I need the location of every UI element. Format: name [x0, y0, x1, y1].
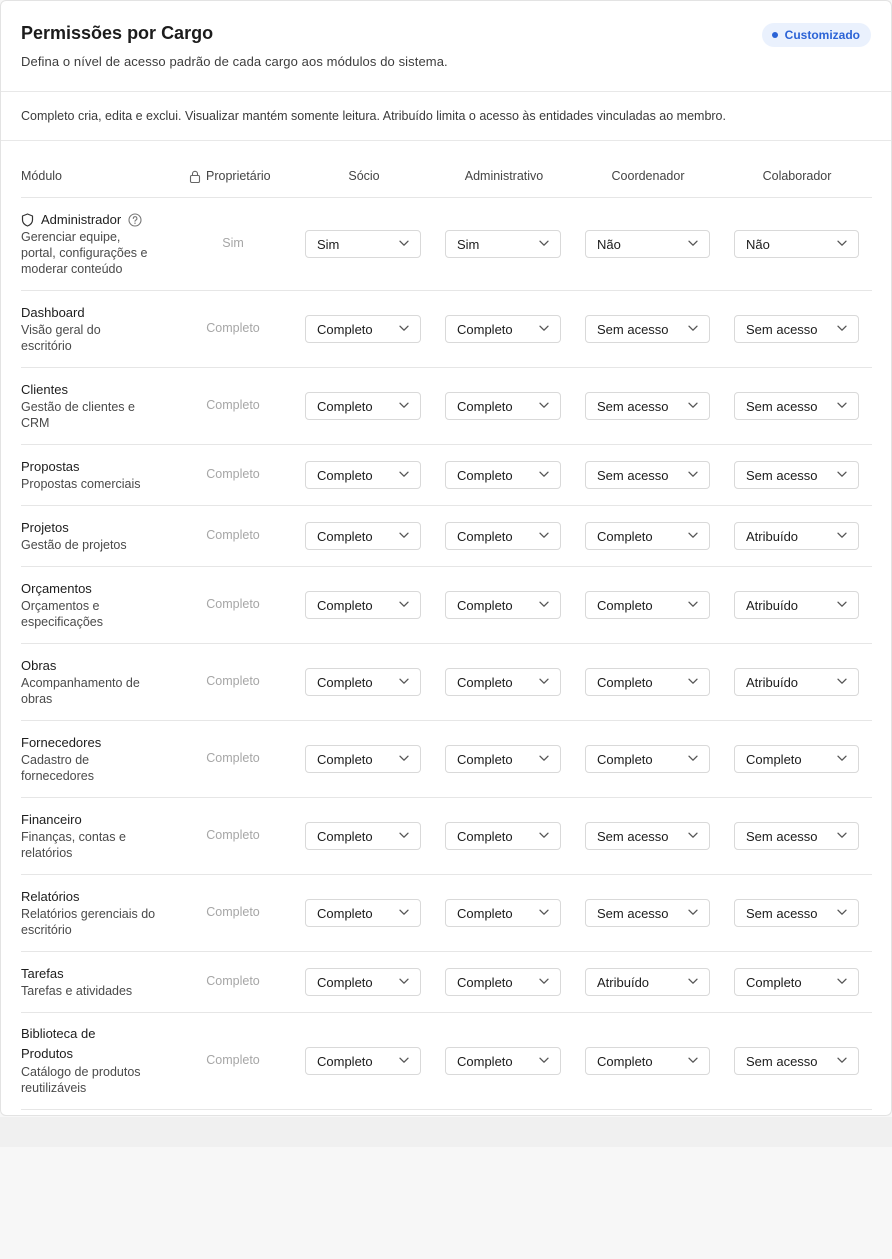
chevron-down-icon — [688, 402, 698, 409]
chevron-down-icon — [399, 1057, 409, 1064]
module-description: Orçamentos e especificações — [21, 599, 103, 629]
chevron-down-icon — [688, 532, 698, 539]
select-value: Completo — [457, 398, 513, 414]
module-name: Biblioteca de Produtos — [21, 1026, 96, 1061]
select-value: Completo — [457, 528, 513, 544]
select-value: Completo — [317, 398, 373, 414]
chevron-down-icon — [837, 978, 847, 985]
select-value: Completo — [457, 597, 513, 613]
partner-permission-select[interactable] — [305, 1047, 421, 1075]
select-value: Sem acesso — [746, 321, 818, 337]
owner-permission-value: Completo — [206, 398, 260, 412]
owner-permission-value: Completo — [206, 528, 260, 542]
chevron-down-icon — [837, 832, 847, 839]
owner-permission-value: Completo — [206, 751, 260, 765]
table-row — [21, 798, 872, 875]
chevron-down-icon — [539, 755, 549, 762]
status-dot-icon — [772, 32, 778, 38]
column-header-coordinator: Coordenador — [611, 169, 685, 183]
select-value: Sem acesso — [597, 321, 669, 337]
chevron-down-icon — [688, 601, 698, 608]
select-value: Completo — [457, 467, 513, 483]
footer-band — [0, 1117, 892, 1147]
coordinator-permission-select[interactable] — [585, 522, 710, 550]
column-header-module: Módulo — [21, 169, 62, 183]
chevron-down-icon — [399, 978, 409, 985]
admin-permission-select[interactable] — [445, 899, 561, 927]
select-value: Completo — [597, 597, 653, 613]
chevron-down-icon — [539, 532, 549, 539]
partner-permission-select[interactable] — [305, 968, 421, 996]
chevron-down-icon — [837, 402, 847, 409]
chevron-down-icon — [539, 678, 549, 685]
select-value: Completo — [317, 597, 373, 613]
partner-permission-select[interactable] — [305, 315, 421, 343]
chevron-down-icon — [837, 755, 847, 762]
partner-permission-select[interactable] — [305, 668, 421, 696]
admin-permission-select[interactable] — [445, 591, 561, 619]
select-value: Atribuído — [597, 974, 650, 990]
select-value: Sem acesso — [597, 467, 669, 483]
select-value: Sim — [457, 236, 480, 252]
module-name: Administrador — [41, 212, 122, 227]
chevron-down-icon — [399, 755, 409, 762]
coordinator-permission-select[interactable] — [585, 230, 710, 258]
module-description: Relatórios gerenciais do escritório — [21, 907, 156, 937]
partner-permission-select[interactable] — [305, 461, 421, 489]
select-value: Atribuído — [746, 528, 799, 544]
partner-permission-select[interactable] — [305, 591, 421, 619]
owner-permission-value: Completo — [206, 905, 260, 919]
coordinator-permission-select[interactable] — [585, 591, 710, 619]
column-header-admin: Administrativo — [464, 169, 544, 183]
table-row — [21, 198, 872, 291]
info-text: Completo cria, edita e exclui. Visualizar mantém somente leitura. Atribuído limita o acesso às entidades vinculadas ao membro. — [21, 109, 726, 123]
select-value: Sem acesso — [597, 905, 669, 921]
table-row — [21, 952, 872, 1013]
admin-permission-select[interactable] — [445, 1047, 561, 1075]
module-name: Tarefas — [21, 966, 64, 981]
select-value: Completo — [317, 828, 373, 844]
chevron-down-icon — [688, 325, 698, 332]
chevron-down-icon — [399, 240, 409, 247]
select-value: Completo — [746, 751, 802, 767]
select-value: Completo — [746, 974, 802, 990]
column-header-owner — [189, 169, 271, 183]
select-value: Atribuído — [746, 674, 799, 690]
module-description: Propostas comerciais — [21, 477, 141, 491]
module-name: Obras — [21, 658, 57, 673]
chevron-down-icon — [399, 471, 409, 478]
select-value: Sim — [317, 236, 340, 252]
coordinator-permission-select[interactable] — [585, 822, 710, 850]
chevron-down-icon — [539, 978, 549, 985]
collaborator-permission-select[interactable] — [734, 745, 859, 773]
chevron-down-icon — [837, 325, 847, 332]
partner-permission-select[interactable] — [305, 230, 421, 258]
collaborator-permission-select[interactable] — [734, 1047, 859, 1075]
chevron-down-icon — [539, 601, 549, 608]
select-value: Completo — [597, 751, 653, 767]
select-value: Completo — [457, 321, 513, 337]
select-value: Completo — [457, 905, 513, 921]
admin-permission-select[interactable] — [445, 461, 561, 489]
partner-permission-select[interactable] — [305, 822, 421, 850]
owner-permission-value: Completo — [206, 828, 260, 842]
chevron-down-icon — [399, 325, 409, 332]
partner-permission-select[interactable] — [305, 522, 421, 550]
chevron-down-icon — [688, 240, 698, 247]
select-value: Completo — [317, 751, 373, 767]
module-description: Tarefas e atividades — [21, 984, 133, 998]
table-row — [21, 644, 872, 721]
info-banner — [1, 91, 891, 141]
owner-permission-value: Completo — [206, 597, 260, 611]
partner-permission-select[interactable] — [305, 392, 421, 420]
chevron-down-icon — [399, 909, 409, 916]
collaborator-permission-select[interactable] — [734, 899, 859, 927]
select-value: Completo — [317, 528, 373, 544]
select-value: Completo — [457, 828, 513, 844]
admin-permission-select[interactable] — [445, 668, 561, 696]
module-name-wrapper — [21, 212, 142, 227]
collaborator-permission-select[interactable] — [734, 522, 859, 550]
chevron-down-icon — [399, 402, 409, 409]
lock-icon — [189, 170, 201, 183]
chevron-down-icon — [688, 978, 698, 985]
coordinator-permission-select[interactable] — [585, 461, 710, 489]
table-row — [21, 721, 872, 798]
module-name: Orçamentos — [21, 581, 92, 596]
module-name: Clientes — [21, 382, 68, 397]
coordinator-permission-select[interactable] — [585, 392, 710, 420]
select-value: Sem acesso — [746, 398, 818, 414]
chevron-down-icon — [837, 532, 847, 539]
help-icon[interactable] — [128, 213, 142, 227]
table-row — [21, 368, 872, 445]
card-header — [1, 1, 891, 91]
chevron-down-icon — [688, 909, 698, 916]
select-value: Sem acesso — [597, 828, 669, 844]
table-row — [21, 506, 872, 567]
collaborator-permission-select[interactable] — [734, 591, 859, 619]
module-description: Gerenciar equipe, portal, configurações e moderar conteúdo — [21, 230, 148, 276]
chevron-down-icon — [688, 755, 698, 762]
chevron-down-icon — [399, 832, 409, 839]
select-value: Completo — [317, 974, 373, 990]
select-value: Sem acesso — [746, 1053, 818, 1069]
status-badge — [762, 23, 871, 47]
collaborator-permission-select[interactable] — [734, 392, 859, 420]
shield-icon — [21, 213, 34, 227]
module-name: Fornecedores — [21, 735, 102, 750]
column-header-collaborator: Colaborador — [762, 169, 832, 183]
chevron-down-icon — [837, 240, 847, 247]
chevron-down-icon — [539, 402, 549, 409]
module-description: Cadastro de fornecedores — [21, 753, 94, 783]
chevron-down-icon — [539, 1057, 549, 1064]
select-value: Não — [746, 236, 770, 252]
table-row — [21, 291, 872, 368]
chevron-down-icon — [539, 909, 549, 916]
coordinator-permission-select[interactable] — [585, 968, 710, 996]
chevron-down-icon — [688, 471, 698, 478]
chevron-down-icon — [837, 909, 847, 916]
select-value: Sem acesso — [597, 398, 669, 414]
chevron-down-icon — [399, 532, 409, 539]
coordinator-permission-select[interactable] — [585, 745, 710, 773]
column-header-partner: Sócio — [348, 169, 380, 183]
collaborator-permission-select[interactable] — [734, 668, 859, 696]
admin-permission-select[interactable] — [445, 522, 561, 550]
select-value: Completo — [317, 1053, 373, 1069]
select-value: Completo — [597, 1053, 653, 1069]
chevron-down-icon — [688, 832, 698, 839]
table-row — [21, 875, 872, 952]
module-name: Financeiro — [21, 812, 82, 827]
owner-permission-value: Sim — [222, 236, 244, 250]
chevron-down-icon — [837, 1057, 847, 1064]
page-title: Permissões por Cargo — [21, 23, 214, 43]
select-value: Completo — [597, 528, 653, 544]
module-description: Finanças, contas e relatórios — [21, 830, 126, 860]
coordinator-permission-select[interactable] — [585, 315, 710, 343]
page-subtitle: Defina o nível de acesso padrão de cada cargo aos módulos do sistema. — [21, 54, 448, 69]
select-value: Sem acesso — [746, 905, 818, 921]
module-name: Propostas — [21, 459, 80, 474]
table-row — [21, 445, 872, 506]
select-value: Completo — [457, 674, 513, 690]
collaborator-permission-select[interactable] — [734, 461, 859, 489]
column-header-owner-label: Proprietário — [206, 169, 271, 183]
partner-permission-select[interactable] — [305, 899, 421, 927]
table-row — [21, 1013, 872, 1110]
select-value: Completo — [317, 674, 373, 690]
select-value: Completo — [317, 321, 373, 337]
admin-permission-select[interactable] — [445, 968, 561, 996]
chevron-down-icon — [399, 601, 409, 608]
admin-permission-select[interactable] — [445, 745, 561, 773]
module-description: Catálogo de produtos reutilizáveis — [21, 1065, 141, 1095]
select-value: Sem acesso — [746, 467, 818, 483]
chevron-down-icon — [539, 325, 549, 332]
coordinator-permission-select[interactable] — [585, 899, 710, 927]
table-row — [21, 567, 872, 644]
select-value: Completo — [457, 1053, 513, 1069]
module-name: Relatórios — [21, 889, 80, 904]
admin-permission-select[interactable] — [445, 822, 561, 850]
owner-permission-value: Completo — [206, 321, 260, 335]
owner-permission-value: Completo — [206, 974, 260, 988]
select-value: Sem acesso — [746, 828, 818, 844]
status-badge-label: Customizado — [784, 28, 860, 42]
admin-permission-select[interactable] — [445, 315, 561, 343]
module-description: Visão geral do escritório — [21, 323, 101, 353]
module-name: Dashboard — [21, 305, 85, 320]
chevron-down-icon — [688, 1057, 698, 1064]
admin-permission-select[interactable] — [445, 230, 561, 258]
select-value: Completo — [457, 974, 513, 990]
coordinator-permission-select[interactable] — [585, 668, 710, 696]
chevron-down-icon — [837, 678, 847, 685]
chevron-down-icon — [539, 832, 549, 839]
chevron-down-icon — [837, 601, 847, 608]
select-value: Completo — [317, 905, 373, 921]
chevron-down-icon — [837, 471, 847, 478]
chevron-down-icon — [539, 240, 549, 247]
collaborator-permission-select[interactable] — [734, 822, 859, 850]
collaborator-permission-select[interactable] — [734, 968, 859, 996]
module-description: Gestão de projetos — [21, 538, 127, 552]
select-value: Completo — [597, 674, 653, 690]
coordinator-permission-select[interactable] — [585, 1047, 710, 1075]
select-value: Completo — [317, 467, 373, 483]
partner-permission-select[interactable] — [305, 745, 421, 773]
select-value: Completo — [457, 751, 513, 767]
owner-permission-value: Completo — [206, 467, 260, 481]
chevron-down-icon — [688, 678, 698, 685]
module-description: Gestão de clientes e CRM — [21, 400, 135, 430]
chevron-down-icon — [539, 471, 549, 478]
select-value: Não — [597, 236, 621, 252]
collaborator-permission-select[interactable] — [734, 230, 859, 258]
select-value: Atribuído — [746, 597, 799, 613]
owner-permission-value: Completo — [206, 1053, 260, 1067]
module-name: Projetos — [21, 520, 69, 535]
admin-permission-select[interactable] — [445, 392, 561, 420]
chevron-down-icon — [399, 678, 409, 685]
owner-permission-value: Completo — [206, 674, 260, 688]
collaborator-permission-select[interactable] — [734, 315, 859, 343]
module-description: Acompanhamento de obras — [21, 676, 140, 706]
